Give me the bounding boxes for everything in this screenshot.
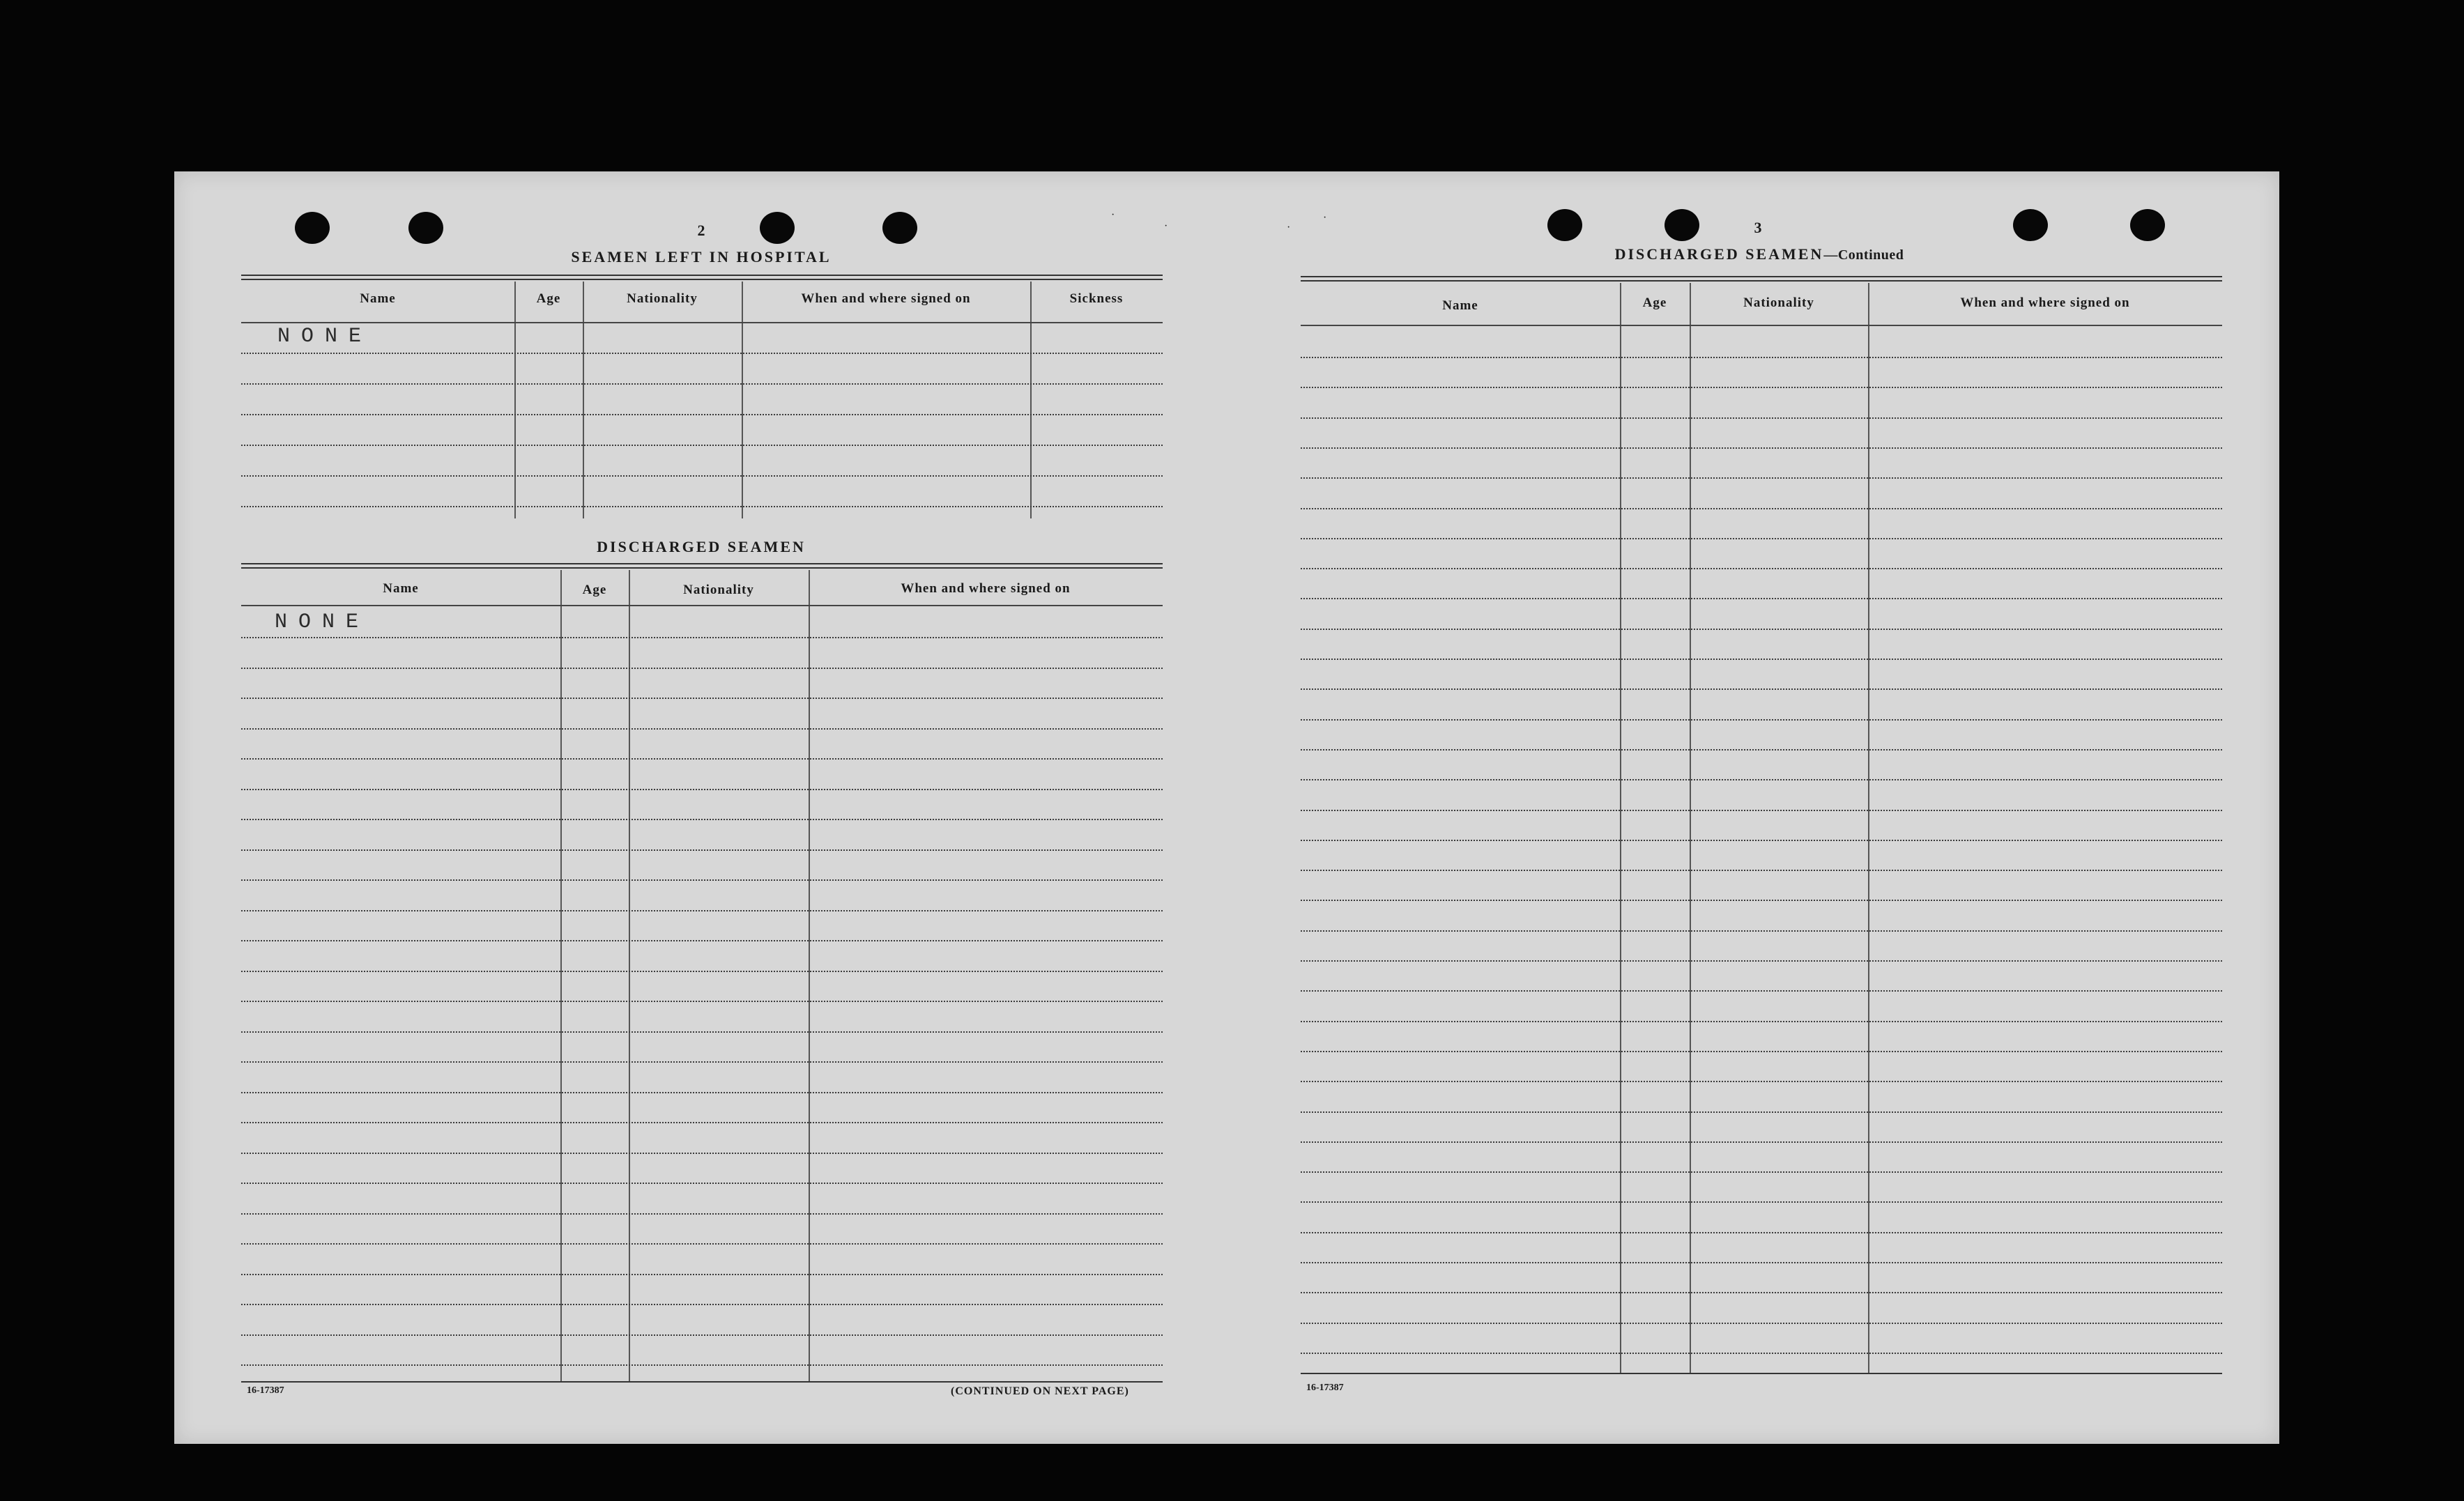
column-divider: [742, 282, 743, 518]
table-row: [241, 1092, 1163, 1093]
table-row: [1301, 538, 2222, 539]
form-number-right: 16-17387: [1306, 1383, 1344, 1393]
table-row: [241, 910, 1163, 911]
binder-hole: [408, 212, 443, 244]
table-row: [241, 1122, 1163, 1123]
table-row: [241, 819, 1163, 820]
document-sheet: [174, 171, 2279, 1444]
binder-hole: [760, 212, 795, 244]
page-number-right: 3: [1754, 219, 1762, 236]
double-rule: [241, 275, 1163, 280]
title-suffix: —Continued: [1823, 247, 1904, 263]
table-row: [1301, 1021, 2222, 1022]
column-header-name: Name: [360, 291, 396, 306]
binder-hole: [1547, 209, 1582, 241]
table-row: [1301, 779, 2222, 780]
table-row: [1301, 387, 2222, 388]
table-row: [241, 758, 1163, 760]
double-rule: [1301, 276, 2222, 282]
column-header-nationality: Nationality: [683, 583, 754, 597]
column-divider: [629, 570, 630, 1381]
table-row: [1301, 1081, 2222, 1082]
column-divider: [1868, 283, 1869, 1373]
table-row: [241, 1304, 1163, 1305]
column-divider: [1620, 283, 1621, 1373]
table-row: [1301, 1262, 2222, 1263]
column-header-signed-on: When and where signed on: [901, 581, 1071, 596]
binder-hole: [882, 212, 917, 244]
table-row: [241, 940, 1163, 941]
table-row: [241, 353, 1163, 354]
table-row: [241, 668, 1163, 669]
binder-hole: [295, 212, 330, 244]
table-row: [1301, 1201, 2222, 1203]
discharged-table-left: [241, 570, 1163, 1381]
table-row: [1301, 810, 2222, 811]
table-row: [241, 506, 1163, 507]
table-row: [1301, 477, 2222, 479]
column-header-name: Name: [1442, 298, 1478, 313]
table-row: [241, 475, 1163, 477]
table-row: [241, 1183, 1163, 1184]
column-header-sickness: Sickness: [1069, 291, 1124, 306]
table-row: [1301, 357, 2222, 358]
table-row: [241, 1274, 1163, 1275]
table-row: [1301, 719, 2222, 721]
table-row: [241, 1031, 1163, 1033]
table-row: [1301, 1323, 2222, 1324]
table-row: [241, 1364, 1163, 1366]
table-row: [1301, 447, 2222, 449]
table-row: [241, 445, 1163, 446]
table-row: [1301, 1141, 2222, 1143]
header-rule: [241, 322, 1163, 323]
table-row: [1301, 990, 2222, 992]
binder-hole: [2130, 209, 2165, 241]
hospital-entry: NONE: [277, 325, 373, 348]
table-row: [241, 383, 1163, 385]
column-header-signed-on: When and where signed on: [1960, 295, 2130, 310]
table-row: [1301, 629, 2222, 630]
table-row: [241, 1153, 1163, 1154]
table-row: [1301, 688, 2222, 690]
table-row: [1301, 960, 2222, 962]
table-row: [241, 1334, 1163, 1336]
column-header-age: Age: [536, 291, 561, 306]
table-row: [241, 1061, 1163, 1063]
table-row: [241, 1243, 1163, 1245]
table-row: [1301, 1111, 2222, 1113]
table-row: [241, 849, 1163, 851]
double-rule: [241, 563, 1163, 569]
table-row: [1301, 1232, 2222, 1233]
column-header-nationality: Nationality: [627, 291, 698, 306]
discharged-section-title: DISCHARGED SEAMEN: [597, 538, 806, 555]
stray-mark: ·: [1111, 209, 1115, 221]
table-row: [1301, 417, 2222, 419]
column-header-age: Age: [1642, 295, 1667, 310]
column-divider: [514, 282, 516, 518]
column-header-nationality: Nationality: [1743, 295, 1814, 310]
form-number-left: 16-17387: [247, 1385, 284, 1396]
title-text: DISCHARGED SEAMEN: [1614, 245, 1824, 263]
table-row: [241, 971, 1163, 972]
continued-note: (CONTINUED ON NEXT PAGE): [951, 1385, 1129, 1397]
table-row: [241, 879, 1163, 881]
table-row: [1301, 1051, 2222, 1052]
table-row: [1301, 598, 2222, 599]
discharged-entry: NONE: [275, 610, 370, 634]
table-row: [1301, 930, 2222, 932]
column-header-age: Age: [582, 583, 607, 597]
column-divider: [1030, 282, 1032, 518]
table-row: [241, 698, 1163, 699]
header-rule: [1301, 325, 2222, 326]
discharged-continued-title: [1615, 245, 1904, 263]
table-row: [1301, 568, 2222, 569]
hospital-section-title: SEAMEN LEFT IN HOSPITAL: [571, 248, 832, 265]
table-row: [241, 789, 1163, 790]
table-row: [1301, 900, 2222, 901]
column-divider: [560, 570, 562, 1381]
table-row: [241, 637, 1163, 638]
table-row: [1301, 870, 2222, 871]
binder-hole: [2013, 209, 2048, 241]
table-row: [241, 414, 1163, 415]
table-row: [1301, 840, 2222, 841]
table-row: [1301, 659, 2222, 660]
page-number-left: 2: [697, 222, 705, 239]
table-row: [1301, 1171, 2222, 1173]
table-row: [241, 728, 1163, 730]
column-header-name: Name: [383, 581, 419, 596]
bottom-rule: [1301, 1373, 2222, 1374]
table-row: [241, 1213, 1163, 1215]
stray-mark: ·: [1287, 222, 1291, 233]
stray-mark: ·: [1323, 212, 1327, 224]
table-row: [1301, 749, 2222, 750]
hospital-table: [241, 282, 1163, 518]
table-row: [1301, 508, 2222, 509]
column-divider: [583, 282, 584, 518]
table-row: [241, 1001, 1163, 1002]
discharged-table-right: [1301, 283, 2222, 1373]
column-divider: [809, 570, 810, 1381]
column-header-signed-on: When and where signed on: [801, 291, 971, 306]
column-divider: [1690, 283, 1691, 1373]
binder-hole: [1665, 209, 1699, 241]
bottom-rule: [241, 1381, 1163, 1383]
stray-mark: ·: [1164, 220, 1168, 232]
header-rule: [241, 605, 1163, 606]
table-row: [1301, 1292, 2222, 1293]
table-row: [1301, 1353, 2222, 1354]
